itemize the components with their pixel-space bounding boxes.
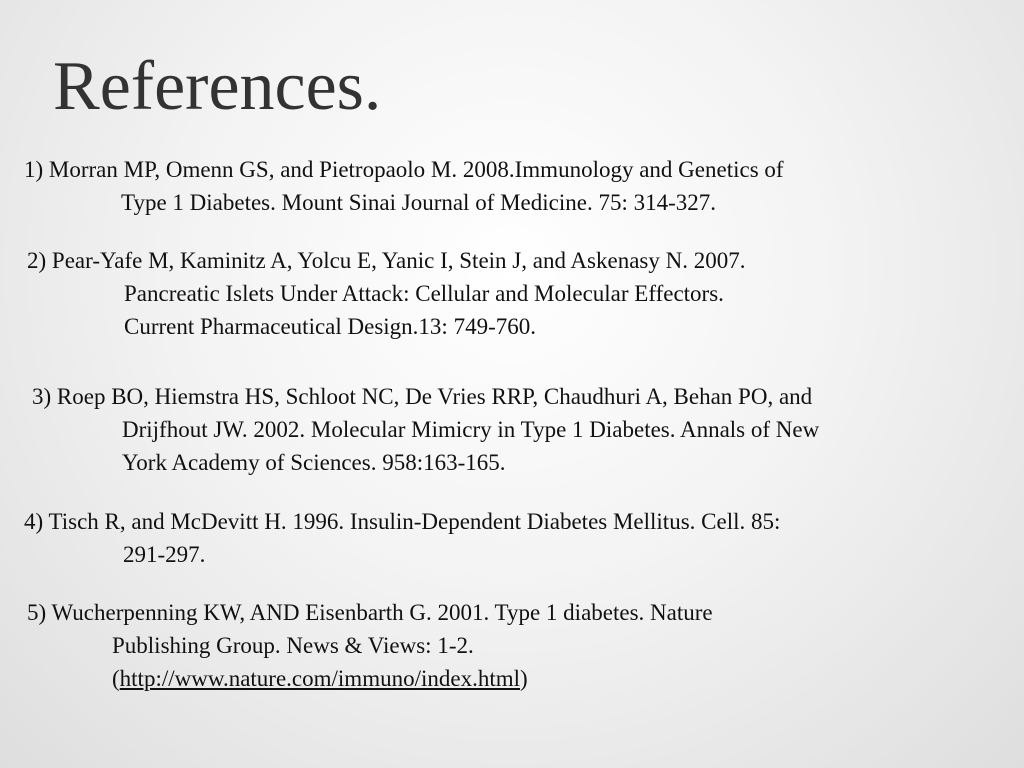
reference-item-1 bbox=[24, 153, 784, 219]
reference-line: 1) Morran MP, Omenn GS, and Pietropaolo M. 2008.Immunology and Genetics of bbox=[24, 157, 784, 182]
reference-item-4 bbox=[24, 505, 780, 571]
link-close-paren: ) bbox=[520, 666, 528, 691]
reference-line: York Academy of Sciences. 958:163-165. bbox=[122, 450, 506, 475]
reference-line: Publishing Group. News & Views: 1-2. bbox=[112, 633, 474, 658]
reference-line: 3) Roep BO, Hiemstra HS, Schloot NC, De Vries RRP, Chaudhuri A, Behan PO, and bbox=[32, 384, 813, 409]
reference-line: Current Pharmaceutical Design.13: 749-760. bbox=[124, 314, 536, 339]
reference-line: Pancreatic Islets Under Attack: Cellular and Molecular Effectors. bbox=[124, 281, 724, 306]
reference-line: 291-297. bbox=[123, 542, 206, 567]
reference-item-2 bbox=[27, 244, 745, 343]
page-title: References. bbox=[53, 48, 382, 125]
reference-line: 5) Wucherpenning KW, AND Eisenbarth G. 2001. Type 1 diabetes. Nature bbox=[27, 600, 713, 625]
reference-line bbox=[27, 662, 713, 695]
reference-line: 2) Pear-Yafe M, Kaminitz A, Yolcu E, Yanic I, Stein J, and Askenasy N. 2007. bbox=[27, 248, 746, 273]
reference-item-5 bbox=[27, 596, 713, 695]
reference-line: 4) Tisch R, and McDevitt H. 1996. Insulin-Dependent Diabetes Mellitus. Cell. 85: bbox=[24, 509, 781, 534]
reference-item-3 bbox=[32, 380, 819, 479]
reference-line: Drijfhout JW. 2002. Molecular Mimicry in Type 1 Diabetes. Annals of New bbox=[122, 417, 820, 442]
nature-reference-link[interactable]: http://www.nature.com/immuno/index.html bbox=[119, 666, 520, 691]
link-open-paren: ( bbox=[112, 666, 120, 691]
reference-line: Type 1 Diabetes. Mount Sinai Journal of Medicine. 75: 314-327. bbox=[121, 190, 717, 215]
